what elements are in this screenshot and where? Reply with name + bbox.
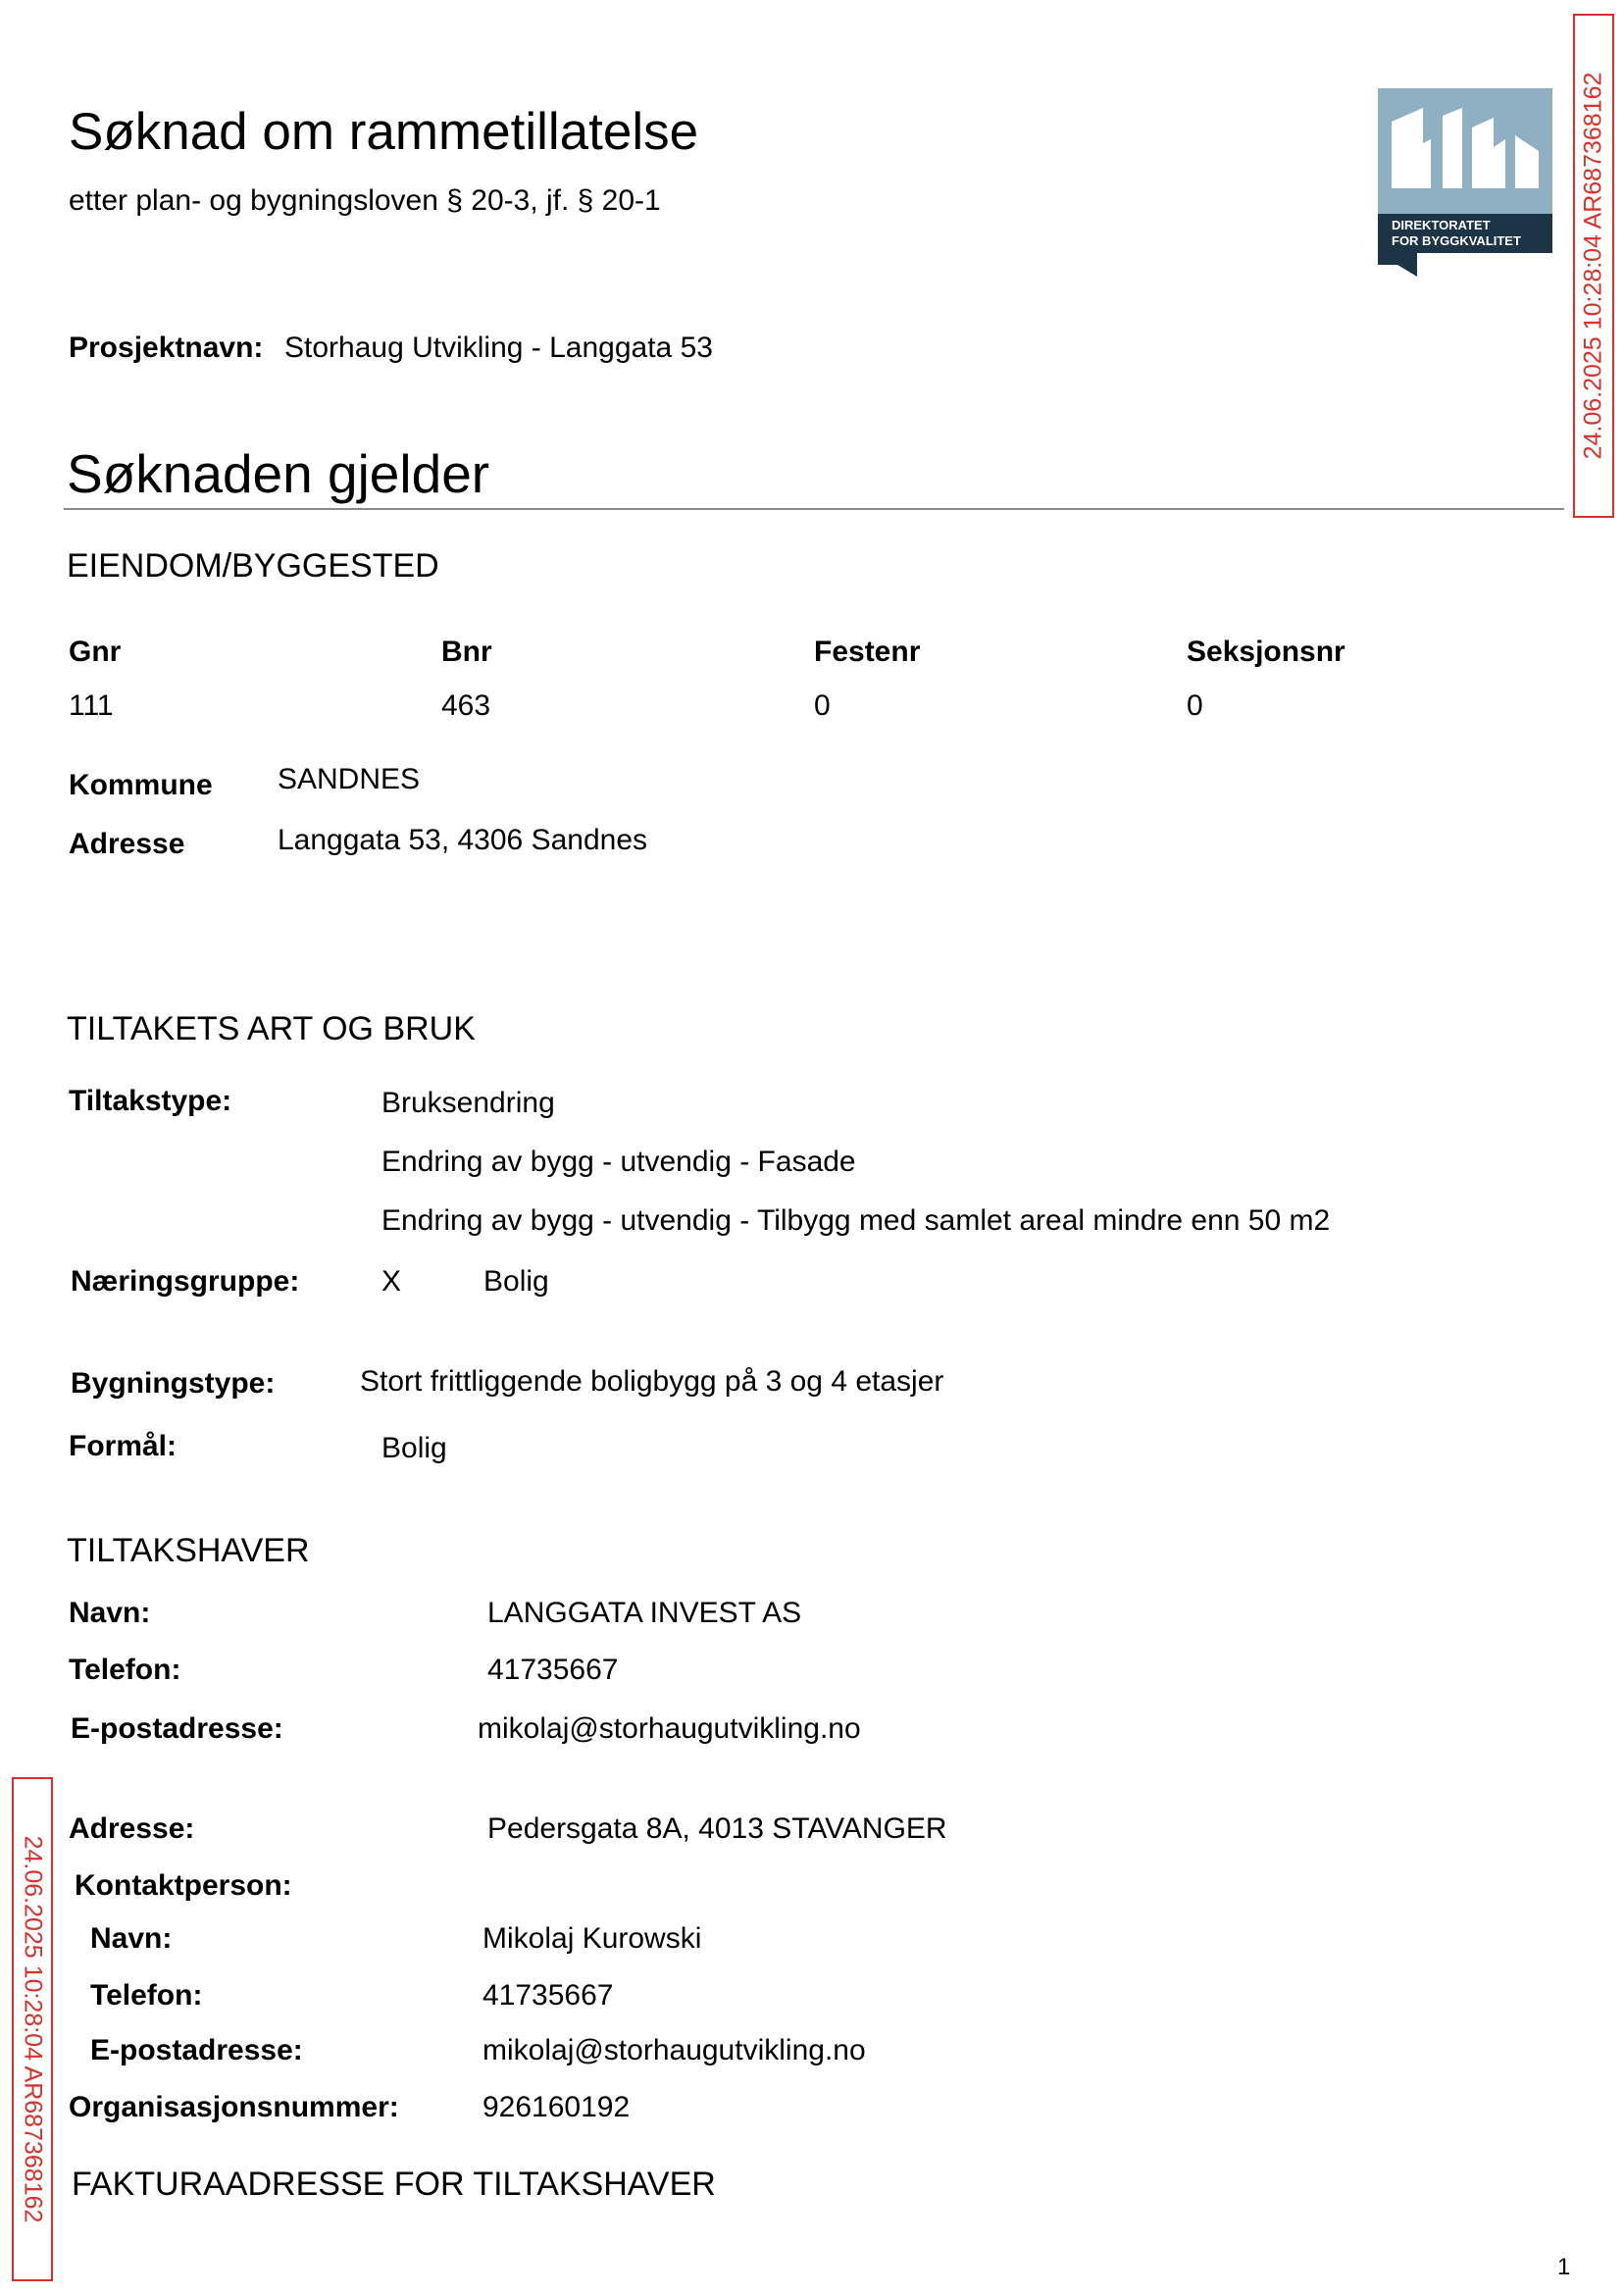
tiltakstype-item: Bruksendring xyxy=(381,1087,555,1119)
kontakt-navn-value: Mikolaj Kurowski xyxy=(482,1922,702,1955)
timestamp-stamp-text: 24.06.2025 10:28:04 AR687368162 xyxy=(1579,72,1607,460)
orgnr-label: Organisasjonsnummer: xyxy=(69,2091,399,2123)
section-divider xyxy=(64,508,1564,510)
kontaktperson-label: Kontaktperson: xyxy=(75,1869,292,1902)
adresse-label: Adresse xyxy=(69,828,185,860)
tiltakshaver-adresse-value: Pedersgata 8A, 4013 STAVANGER xyxy=(487,1812,947,1845)
property-heading: EIENDOM/BYGGESTED xyxy=(67,547,439,585)
navn-value: LANGGATA INVEST AS xyxy=(487,1597,802,1629)
kontakt-navn-label: Navn: xyxy=(90,1922,173,1955)
kontakt-telefon-label: Telefon: xyxy=(90,1979,203,2012)
gnr-label: Gnr xyxy=(69,636,122,668)
epost-value: mikolaj@storhaugutvikling.no xyxy=(478,1712,861,1745)
bygningstype-value: Stort frittliggende boligbygg på 3 og 4 etasjer xyxy=(360,1365,944,1398)
festenr-value: 0 xyxy=(814,689,831,722)
document-title: Søknad om rammetillatelse xyxy=(69,103,699,161)
kontakt-telefon-value: 41735667 xyxy=(482,1979,614,2012)
telefon-value: 41735667 xyxy=(487,1654,619,1686)
project-value: Storhaug Utvikling - Langgata 53 xyxy=(284,331,713,364)
project-label: Prosjektnavn: xyxy=(69,331,264,364)
epost-label: E-postadresse: xyxy=(71,1712,283,1745)
gnr-value: 111 xyxy=(69,689,114,722)
festenr-label: Festenr xyxy=(814,636,921,668)
naeringsgruppe-code: X xyxy=(381,1265,402,1298)
naeringsgruppe-value: Bolig xyxy=(483,1265,549,1298)
kontakt-epost-value: mikolaj@storhaugutvikling.no xyxy=(482,2034,866,2066)
seksjonsnr-value: 0 xyxy=(1187,689,1203,722)
tiltakstype-item: Endring av bygg - utvendig - Tilbygg med samlet areal mindre enn 50 m2 xyxy=(381,1204,1331,1237)
tiltakstype-label: Tiltakstype: xyxy=(69,1085,232,1117)
tiltakshaver-adresse-label: Adresse: xyxy=(69,1812,195,1845)
navn-label: Navn: xyxy=(69,1597,151,1629)
kontakt-epost-label: E-postadresse: xyxy=(90,2034,303,2066)
adresse-value: Langgata 53, 4306 Sandnes xyxy=(278,824,648,856)
timestamp-stamp-text: 24.06.2025 10:28:04 AR687368162 xyxy=(19,1835,47,2223)
kommune-label: Kommune xyxy=(69,769,213,801)
naeringsgruppe-label: Næringsgruppe: xyxy=(71,1265,300,1298)
orgnr-value: 926160192 xyxy=(482,2091,631,2123)
dibk-logo xyxy=(1378,88,1552,277)
formal-value: Bolig xyxy=(381,1432,447,1464)
page-number: 1 xyxy=(1557,2254,1571,2280)
tiltakshaver-heading: TILTAKSHAVER xyxy=(67,1532,310,1569)
timestamp-stamp-top xyxy=(1573,14,1614,518)
telefon-label: Telefon: xyxy=(69,1654,181,1686)
faktura-heading: FAKTURAADRESSE FOR TILTAKSHAVER xyxy=(72,2166,716,2203)
tiltak-heading: TILTAKETS ART OG BRUK xyxy=(67,1010,476,1047)
bnr-label: Bnr xyxy=(441,636,492,668)
section-title: Søknaden gjelder xyxy=(67,443,490,504)
tiltakstype-item: Endring av bygg - utvendig - Fasade xyxy=(381,1146,856,1178)
seksjonsnr-label: Seksjonsnr xyxy=(1187,636,1345,668)
logo-text-line1: DIREKTORATET xyxy=(1392,218,1491,232)
formal-label: Formål: xyxy=(69,1430,178,1462)
logo-text-line2: FOR BYGGKVALITET xyxy=(1392,233,1521,248)
bnr-value: 463 xyxy=(441,689,491,722)
document-subtitle: etter plan- og bygningsloven § 20-3, jf. § 20-1 xyxy=(69,184,661,217)
kommune-value: SANDNES xyxy=(278,763,421,795)
timestamp-stamp-bottom xyxy=(12,1777,53,2281)
bygningstype-label: Bygningstype: xyxy=(71,1367,276,1400)
